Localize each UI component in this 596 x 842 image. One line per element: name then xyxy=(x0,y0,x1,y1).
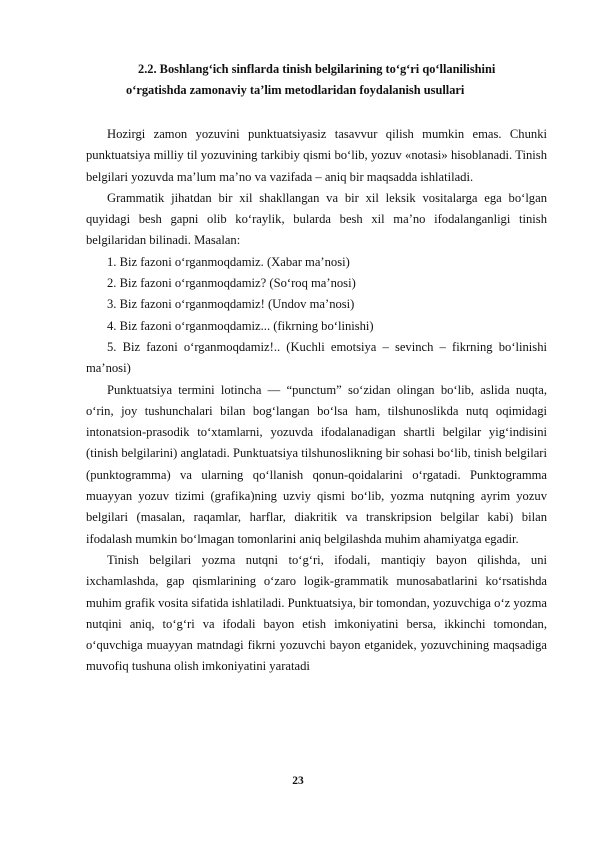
list-item: 3. Biz fazoni o‘rganmoqdamiz! (Undov ma’nosi) xyxy=(107,297,355,312)
paragraph-2: Grammatik jihatdan bir xil shakllangan va bir xil leksik vositalarga ega bo‘lgan quyidagi besh gapni olib ko‘raylik, bularda besh xil ma’no ifodalanganligi tinish belgilaridan bilinadi. Masalan: xyxy=(86,190,547,248)
list-item: 1. Biz fazoni o‘rganmoqdamiz. (Xabar ma’nosi) xyxy=(107,254,350,269)
heading-line-2: o‘rgatishda zamonaviy ta’lim metodlaridan foydalanish usullari xyxy=(126,83,465,97)
list-item: 5. Biz fazoni o‘rganmoqdamiz!.. (Kuchli emotsiya – sevinch – fikrning bo‘linishi ma’nosi) xyxy=(86,339,547,376)
paragraph-1: Hozirgi zamon yozuvini punktuatsiyasiz tasavvur qilish mumkin emas. Chunki punktuatsiya milliy til yozuvining tarkibiy qismi bo‘lib, yozuv «notasi» hisoblanadi. Tinish belgilari yozuvda ma’lum ma’no va vazifada – aniq bir maqsadda ishlatiladi. xyxy=(86,127,547,184)
list-item: 4. Biz fazoni o‘rganmoqdamiz... (fikrning bo‘linishi) xyxy=(107,318,374,333)
page-number: 23 xyxy=(292,775,304,787)
heading-line-1: 2.2. Boshlang‘ich sinflarda tinish belgilarining to‘g‘ri qo‘llanilishini xyxy=(138,62,496,76)
paragraph-4: Tinish belgilari yozma nutqni to‘g‘ri, ifodali, mantiqiy bayon qilishda, uni ixchamlashda, gap qismlarining o‘zaro logik-grammatik munosabatlarini ko‘rsatishda muhim grafik vosita sifatida ishlatiladi. Punktuatsiya, bir tomondan, yozuvchiga o‘z yozma nutqini aniq, to‘g‘ri va ifodali bayon etish imkoniyatini bersa, ikkinchi tomondan, o‘quvchiga muayyan matndagi fikrni yozuvchi bayon etganidek, yozuvchining maqsadiga muvofiq tushuna olish imkoniyatini yaratadi xyxy=(86,552,547,674)
section-heading xyxy=(60,59,536,101)
list-item: 2. Biz fazoni o‘rganmoqdamiz? (So‘roq ma’nosi) xyxy=(107,276,356,291)
body-text xyxy=(86,124,547,678)
paragraph-3: Punktuatsiya termini lotincha ― “punctum” so‘zidan olingan bo‘lib, aslida nuqta, o‘rin, joy tushunchalari bilan bog‘langan bo‘lsa ham, tilshunoslikda nutq oqimidagi intonatsion-prasodik to‘xtamlarni, yozuvda ifodalanadigan shartli belgilar yig‘indisini (tinish belgilarini) anglatadi. Punktuatsiya tilshunoslikning bir sohasi bo‘lib, tinish belgilari (punktogramma) va ularning qo‘llanish qonun-qoidalarini o‘rgatadi. Punktogramma muayyan yozuv tizimi (grafika)ning uzviy qismi bo‘lib, yozma nutqning ayrim yozuv belgilari (masalan, raqamlar, harflar, diakritik va transkripsion belgilar kabi) bilan ifodalash mumkin bo‘lmagan tomonlarini aniq belgilashda muhim ahamiyatga egadir. xyxy=(86,382,547,546)
